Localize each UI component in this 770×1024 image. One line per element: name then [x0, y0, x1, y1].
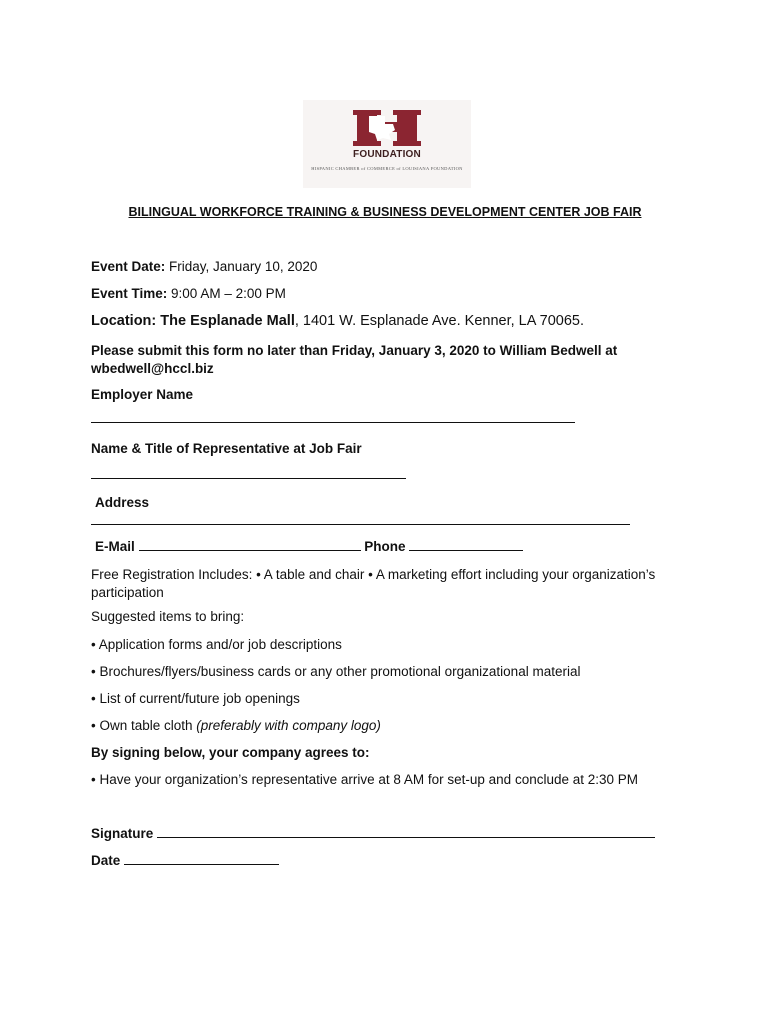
address-label: Address [95, 495, 150, 510]
foundation-logo [303, 100, 471, 188]
agreement-item: • Have your organization’s representative arrive at 8 AM for set-up and conclude at 2:30 PM [91, 772, 639, 787]
registration-includes: Free Registration Includes: • A table and chair • A marketing effort including your organization’s participation [91, 567, 656, 600]
submit-note: Please submit this form no later than Friday, January 3, 2020 to William Bedwell at wbedwell@hccl.biz [91, 343, 618, 376]
hccl-foundation-logo-icon [303, 100, 471, 188]
logo-wordmark: FOUNDATION [353, 149, 421, 160]
event-date [91, 258, 317, 276]
event-date-label: Event Date: [91, 259, 166, 274]
date-field[interactable] [124, 852, 279, 865]
table-cloth-text: • Own table cloth [91, 718, 197, 733]
signature-label: Signature [91, 826, 154, 841]
date-row [91, 852, 279, 870]
representative-label: Name & Title of Representative at Job Fair [91, 441, 362, 456]
suggested-item-2: • Brochures/flyers/business cards or any other promotional organizational material [91, 664, 581, 679]
email-label: E-Mail [95, 539, 135, 554]
logo-subtitle: HISPANIC CHAMBER of COMMERCE of LOUISIANA FOUNDATION [311, 166, 463, 171]
suggested-item-1: • Application forms and/or job descriptions [91, 637, 342, 652]
signature-row [91, 825, 655, 843]
event-time-label: Event Time: [91, 286, 168, 301]
suggested-item-4 [91, 717, 381, 735]
phone-label: Phone [364, 539, 406, 554]
event-date-value: Friday, January 10, 2020 [165, 259, 318, 274]
contact-row [95, 538, 523, 556]
employer-name-field[interactable] [91, 410, 575, 428]
location-address: , 1401 W. Esplanade Ave. Kenner, LA 70065. [294, 313, 584, 329]
table-cloth-note: (preferably with company logo) [196, 718, 381, 733]
event-time-value: 9:00 AM – 2:00 PM [167, 286, 286, 301]
location-label: Location: [91, 313, 157, 329]
email-field[interactable] [139, 538, 361, 551]
event-time [91, 285, 286, 303]
agreement-heading: By signing below, your company agrees to: [91, 745, 370, 760]
suggested-heading: Suggested items to bring: [91, 609, 245, 624]
address-field[interactable] [91, 512, 630, 530]
representative-field[interactable] [91, 466, 406, 484]
location-venue: The Esplanade Mall [156, 313, 295, 329]
date-label: Date [91, 853, 121, 868]
phone-field[interactable] [409, 538, 523, 551]
signature-field[interactable] [157, 825, 655, 838]
employer-name-label: Employer Name [91, 387, 194, 402]
suggested-item-3: • List of current/future job openings [91, 691, 300, 706]
page-title: BILINGUAL WORKFORCE TRAINING & BUSINESS DEVELOPMENT CENTER JOB FAIR [128, 205, 642, 219]
location [91, 312, 584, 330]
